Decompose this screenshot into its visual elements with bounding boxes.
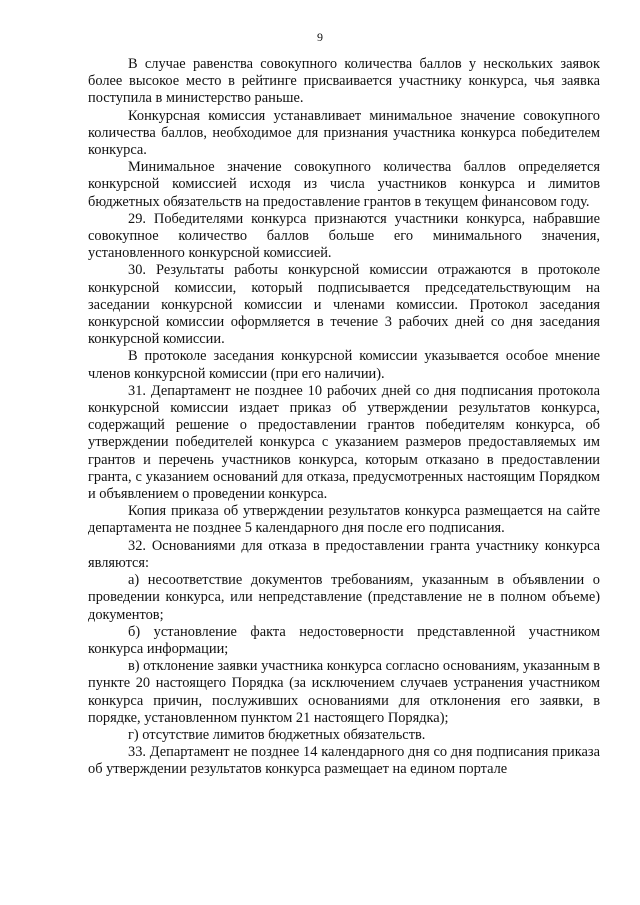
paragraph-14: 33. Департамент не позднее 14 календарного дня со дня подписания приказа об утверждении результатов конкурса размещает на едином портале xyxy=(88,744,600,778)
paragraph-2: Конкурсная комиссия устанавливает минимальное значение совокупного количества баллов, необходимое для признания участника конкурса победителем конкурса. xyxy=(88,107,600,159)
paragraph-4: 29. Победителями конкурса признаются участники конкурса, набравшие совокупное количество баллов больше его минимального значения, установленного конкурсной комиссией. xyxy=(88,210,600,262)
paragraph-5: 30. Результаты работы конкурсной комиссии отражаются в протоколе конкурсной комиссии, который подписывается председательствующим на заседании конкурсной комиссии и членами комиссии. Протокол заседания конкурсной комиссии оформляется в течение 3 рабочих дней со дня заседания конкурсной комиссии. xyxy=(88,262,600,348)
paragraph-7: 31. Департамент не позднее 10 рабочих дней со дня подписания протокола конкурсной комиссии издает приказ об утверждении результатов конкурса, содержащий решение о предоставлении грантов победителям конкурса, об утверждении победителей конкурса с указанием размеров предоставляемых им грантов и перечень участников конкурса, которым отказано в предоставлении гранта, с указанием оснований для отказа, предусмотренных настоящим Порядком и объявлением о проведении конкурса. xyxy=(88,382,600,503)
paragraph-11: б) установление факта недостоверности представленной участником конкурса информации; xyxy=(88,623,600,657)
paragraph-10: а) несоответствие документов требованиям, указанным в объявлении о проведении конкурса, или непредставление (представление не в полном объеме) документов; xyxy=(88,572,600,623)
paragraph-1: В случае равенства совокупного количества баллов у нескольких заявок более высокое место в рейтинге присваивается участнику конкурса, чья заявка поступила в министерство раньше. xyxy=(88,56,600,107)
page-number: 9 xyxy=(317,30,323,44)
paragraph-13: г) отсутствие лимитов бюджетных обязательств. xyxy=(128,726,426,743)
paragraph-9: 32. Основаниями для отказа в предоставлении гранта участнику конкурса являются: xyxy=(88,537,600,571)
paragraph-6: В протоколе заседания конкурсной комиссии указывается особое мнение членов конкурсной комиссии (при его наличии). xyxy=(88,348,600,382)
document-body xyxy=(88,56,600,779)
paragraph-8: Копия приказа об утверждении результатов конкурса размещается на сайте департамента не позднее 5 календарного дня после его подписания. xyxy=(88,503,600,537)
paragraph-12: в) отклонение заявки участника конкурса согласно основаниям, указанным в пункте 20 настоящего Порядка (за исключением случаев устранения участником конкурса причин, послуживших основаниями для отклонения его заявки, в порядке, установленном пунктом 21 настоящего Порядка); xyxy=(88,658,600,726)
paragraph-3: Минимальное значение совокупного количества баллов определяется конкурсной комиссией исходя из числа участников конкурса и лимитов бюджетных обязательств на предоставление грантов в текущем финансовом году. xyxy=(88,159,600,210)
